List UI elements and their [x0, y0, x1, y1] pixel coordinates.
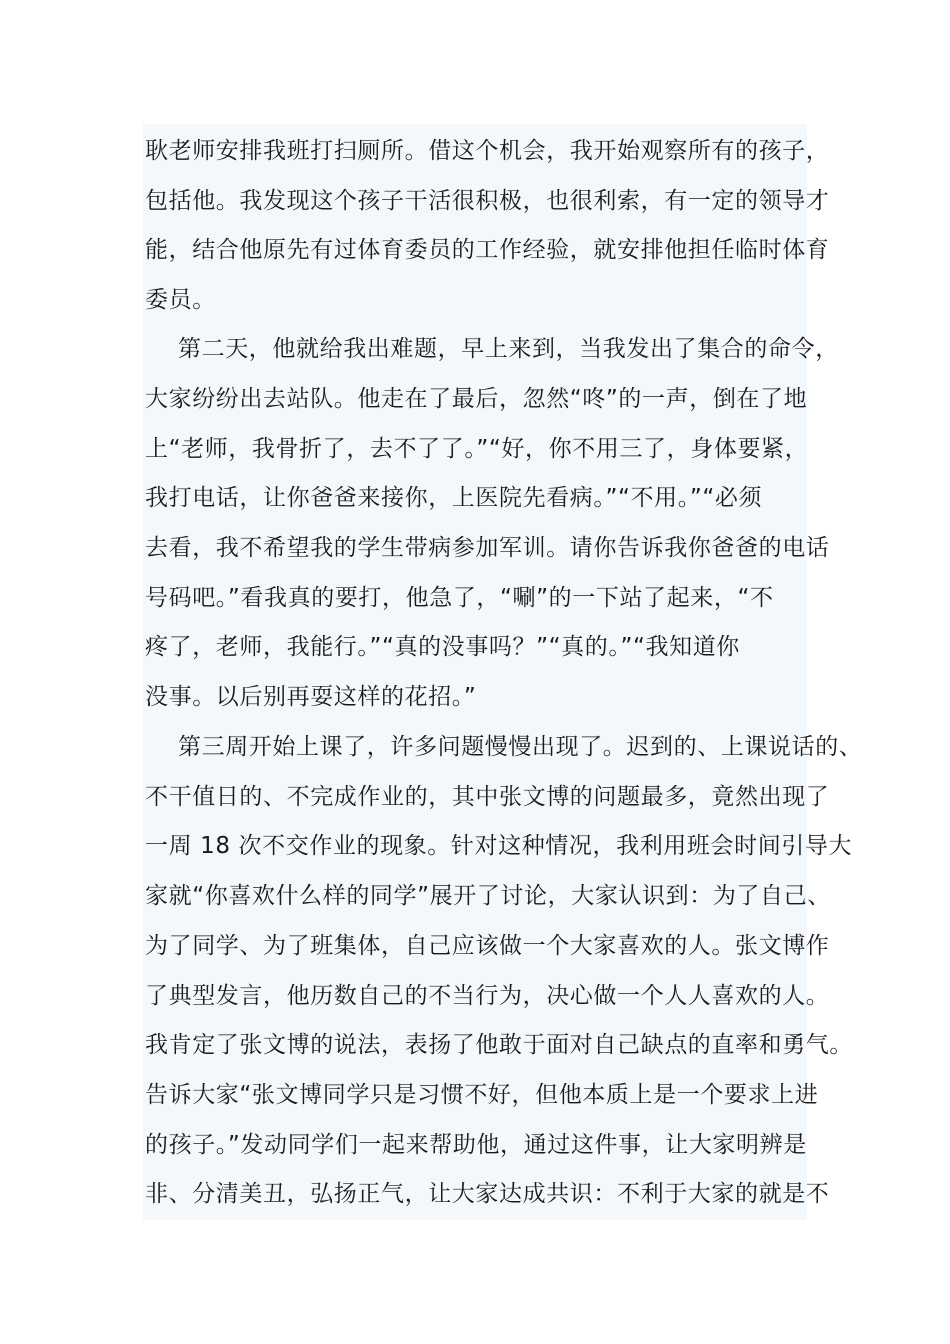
paragraph-line: 上“老师，我骨折了，去不了了。”“好，你不用三了，身体要紧，: [145, 436, 809, 462]
paragraph-line: 大家纷纷出去站队。他走在了最后，忽然“咚”的一声，倒在了地: [145, 386, 808, 412]
paragraph-line: 一周 18 次不交作业的现象。针对这种情况，我利用班会时间引导大: [145, 833, 853, 859]
paragraph-line: 能，结合他原先有过体育委员的工作经验，就安排他担任临时体育: [145, 237, 830, 263]
paragraph-line: 非、分清美丑，弘扬正气，让大家达成共识：不利于大家的就是不: [145, 1181, 830, 1207]
paragraph-line: 我打电话，让你爸爸来接你，上医院先看病。”“不用。”“必须: [145, 485, 763, 511]
paragraph-line: 包括他。我发现这个孩子干活很积极，也很利索，有一定的领导才: [145, 188, 830, 214]
paragraph-line: 告诉大家“张文博同学只是习惯不好，但他本质上是一个要求上进: [145, 1082, 819, 1108]
paragraph-line: 没事。以后别再耍这样的花招。”: [145, 684, 477, 710]
paragraph-line: 疼了，老师，我能行。”“真的没事吗？”“真的。”“我知道你: [145, 634, 740, 660]
paragraph-line: 号码吧。”看我真的要打，他急了，“唰”的一下站了起来，“不: [145, 585, 774, 611]
paragraph-line: 委员。: [145, 287, 216, 313]
paragraph-line: 我肯定了张文博的说法，表扬了他敢于面对自己缺点的直率和勇气。: [145, 1032, 853, 1058]
paragraph-line: 家就“你喜欢什么样的同学”展开了讨论，大家认识到：为了自己、: [145, 883, 831, 909]
paragraph-line: 为了同学、为了班集体，自己应该做一个大家喜欢的人。张文博作: [145, 933, 830, 959]
paragraph-line: 第二天，他就给我出难题，早上来到，当我发出了集合的命令，: [178, 336, 839, 362]
paragraph-line: 第三周开始上课了，许多问题慢慢出现了。迟到的、上课说话的、: [178, 734, 863, 760]
paragraph-line: 耿老师安排我班打扫厕所。借这个机会，我开始观察所有的孩子，: [145, 138, 830, 164]
paragraph-line: 去看，我不希望我的学生带病参加军训。请你告诉我你爸爸的电话: [145, 535, 830, 561]
paragraph-line: 不干值日的、不完成作业的，其中张文博的问题最多，竟然出现了: [145, 784, 830, 810]
paragraph-line: 的孩子。”发动同学们一起来帮助他，通过这件事，让大家明辨是: [145, 1132, 807, 1158]
paragraph-line: 了典型发言，他历数自己的不当行为，决心做一个人人喜欢的人。: [145, 983, 830, 1009]
